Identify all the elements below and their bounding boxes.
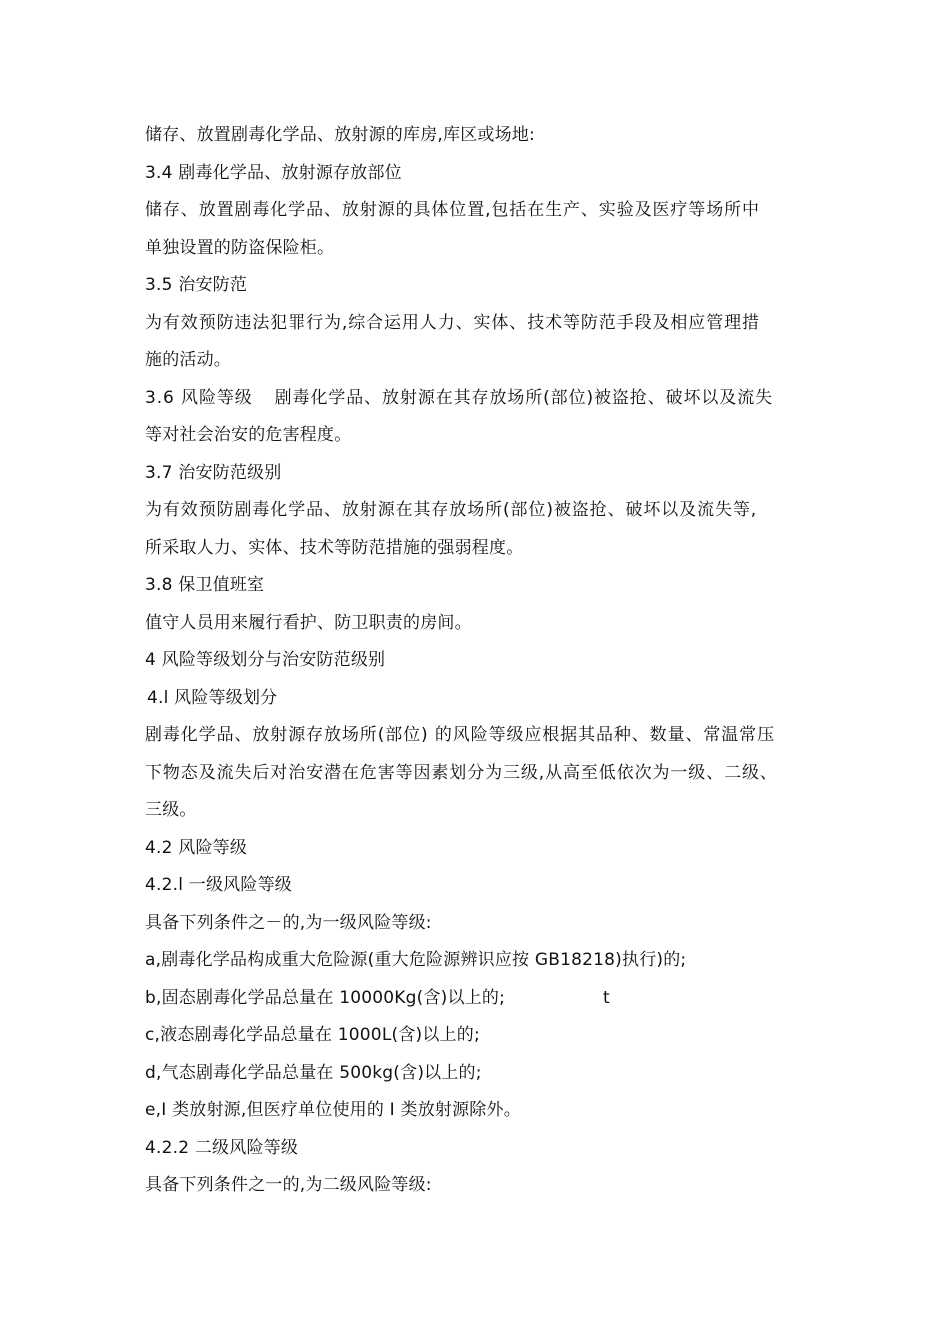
paragraph-line: 具备下列条件之一的,为二级风险等级: [145, 1175, 432, 1195]
paragraph-line: 下物态及流失后对治安潜在危害等因素划分为三级,从高至低依次为一级、二级、 [145, 762, 778, 783]
section-heading: 4.2.2 二级风险等级 [145, 1137, 299, 1158]
definition-text: 剧毒化学品、放射源在其存放场所(部位)被盗抢、破坏以及流失 [274, 387, 774, 408]
list-item [145, 980, 815, 1018]
paragraph-line: 等对社会治安的危害程度。 [145, 425, 352, 445]
section-heading: 3.6 风险等级 [145, 387, 253, 408]
section-heading: 4.2 风险等级 [145, 837, 248, 858]
paragraph-line: 为有效预防违法犯罪行为,综合运用人力、实体、技术等防范手段及相应管理措 [145, 312, 760, 333]
section-heading: 3.5 治安防范 [145, 275, 248, 295]
document-page [145, 117, 815, 1205]
paragraph-line: 施的活动。 [145, 350, 231, 370]
list-item: c,液态剧毒化学品总量在 1000L(含)以上的; [145, 1025, 480, 1045]
section-heading: 4.2.l 一级风险等级 [145, 875, 292, 895]
list-item: a,剧毒化学品构成重大危险源(重大危险源辨识应按 GB18218)执行)的; [145, 950, 687, 970]
paragraph-line: 储存、放置剧毒化学品、放射源的库房,库区或场地: [145, 125, 535, 145]
section-heading: 3.8 保卫值班室 [145, 575, 265, 595]
paragraph-line: 剧毒化学品、放射源存放场所(部位) 的风险等级应根据其品种、数量、常温常压 [145, 725, 775, 745]
section-heading: 4.l 风险等级划分 [147, 687, 278, 708]
paragraph-line: 三级。 [145, 800, 197, 820]
paragraph-line: 值守人员用来履行看护、防卫职责的房间。 [145, 612, 472, 633]
risk-level-definition-line [145, 380, 815, 418]
section-heading: 3.7 治安防范级别 [145, 462, 282, 483]
paragraph-line: 单独设置的防盗保险柜。 [145, 237, 335, 258]
paragraph-line: 具备下列条件之－的,为一级风险等级: [145, 912, 432, 933]
paragraph-line: 所采取人力、实体、技术等防范措施的强弱程度。 [145, 537, 524, 558]
list-item-text: b,固态剧毒化学品总量在 10000Kg(含)以上的; [145, 987, 506, 1008]
paragraph-line: 储存、放置剧毒化学品、放射源的具体位置,包括在生产、实验及医疗等场所中 [145, 200, 760, 220]
paragraph-line: 为有效预防剧毒化学品、放射源在其存放场所(部位)被盗抢、破坏以及流失等, [145, 500, 758, 520]
section-heading: 3.4 剧毒化学品、放射源存放部位 [145, 162, 402, 183]
list-item: d,气态剧毒化学品总量在 500kg(含)以上的; [145, 1062, 482, 1083]
section-heading: 4 风险等级划分与治安防范级别 [145, 650, 386, 670]
stray-character: t [603, 987, 610, 1008]
list-item: e,I 类放射源,但医疗单位使用的 I 类放射源除外。 [145, 1100, 521, 1120]
